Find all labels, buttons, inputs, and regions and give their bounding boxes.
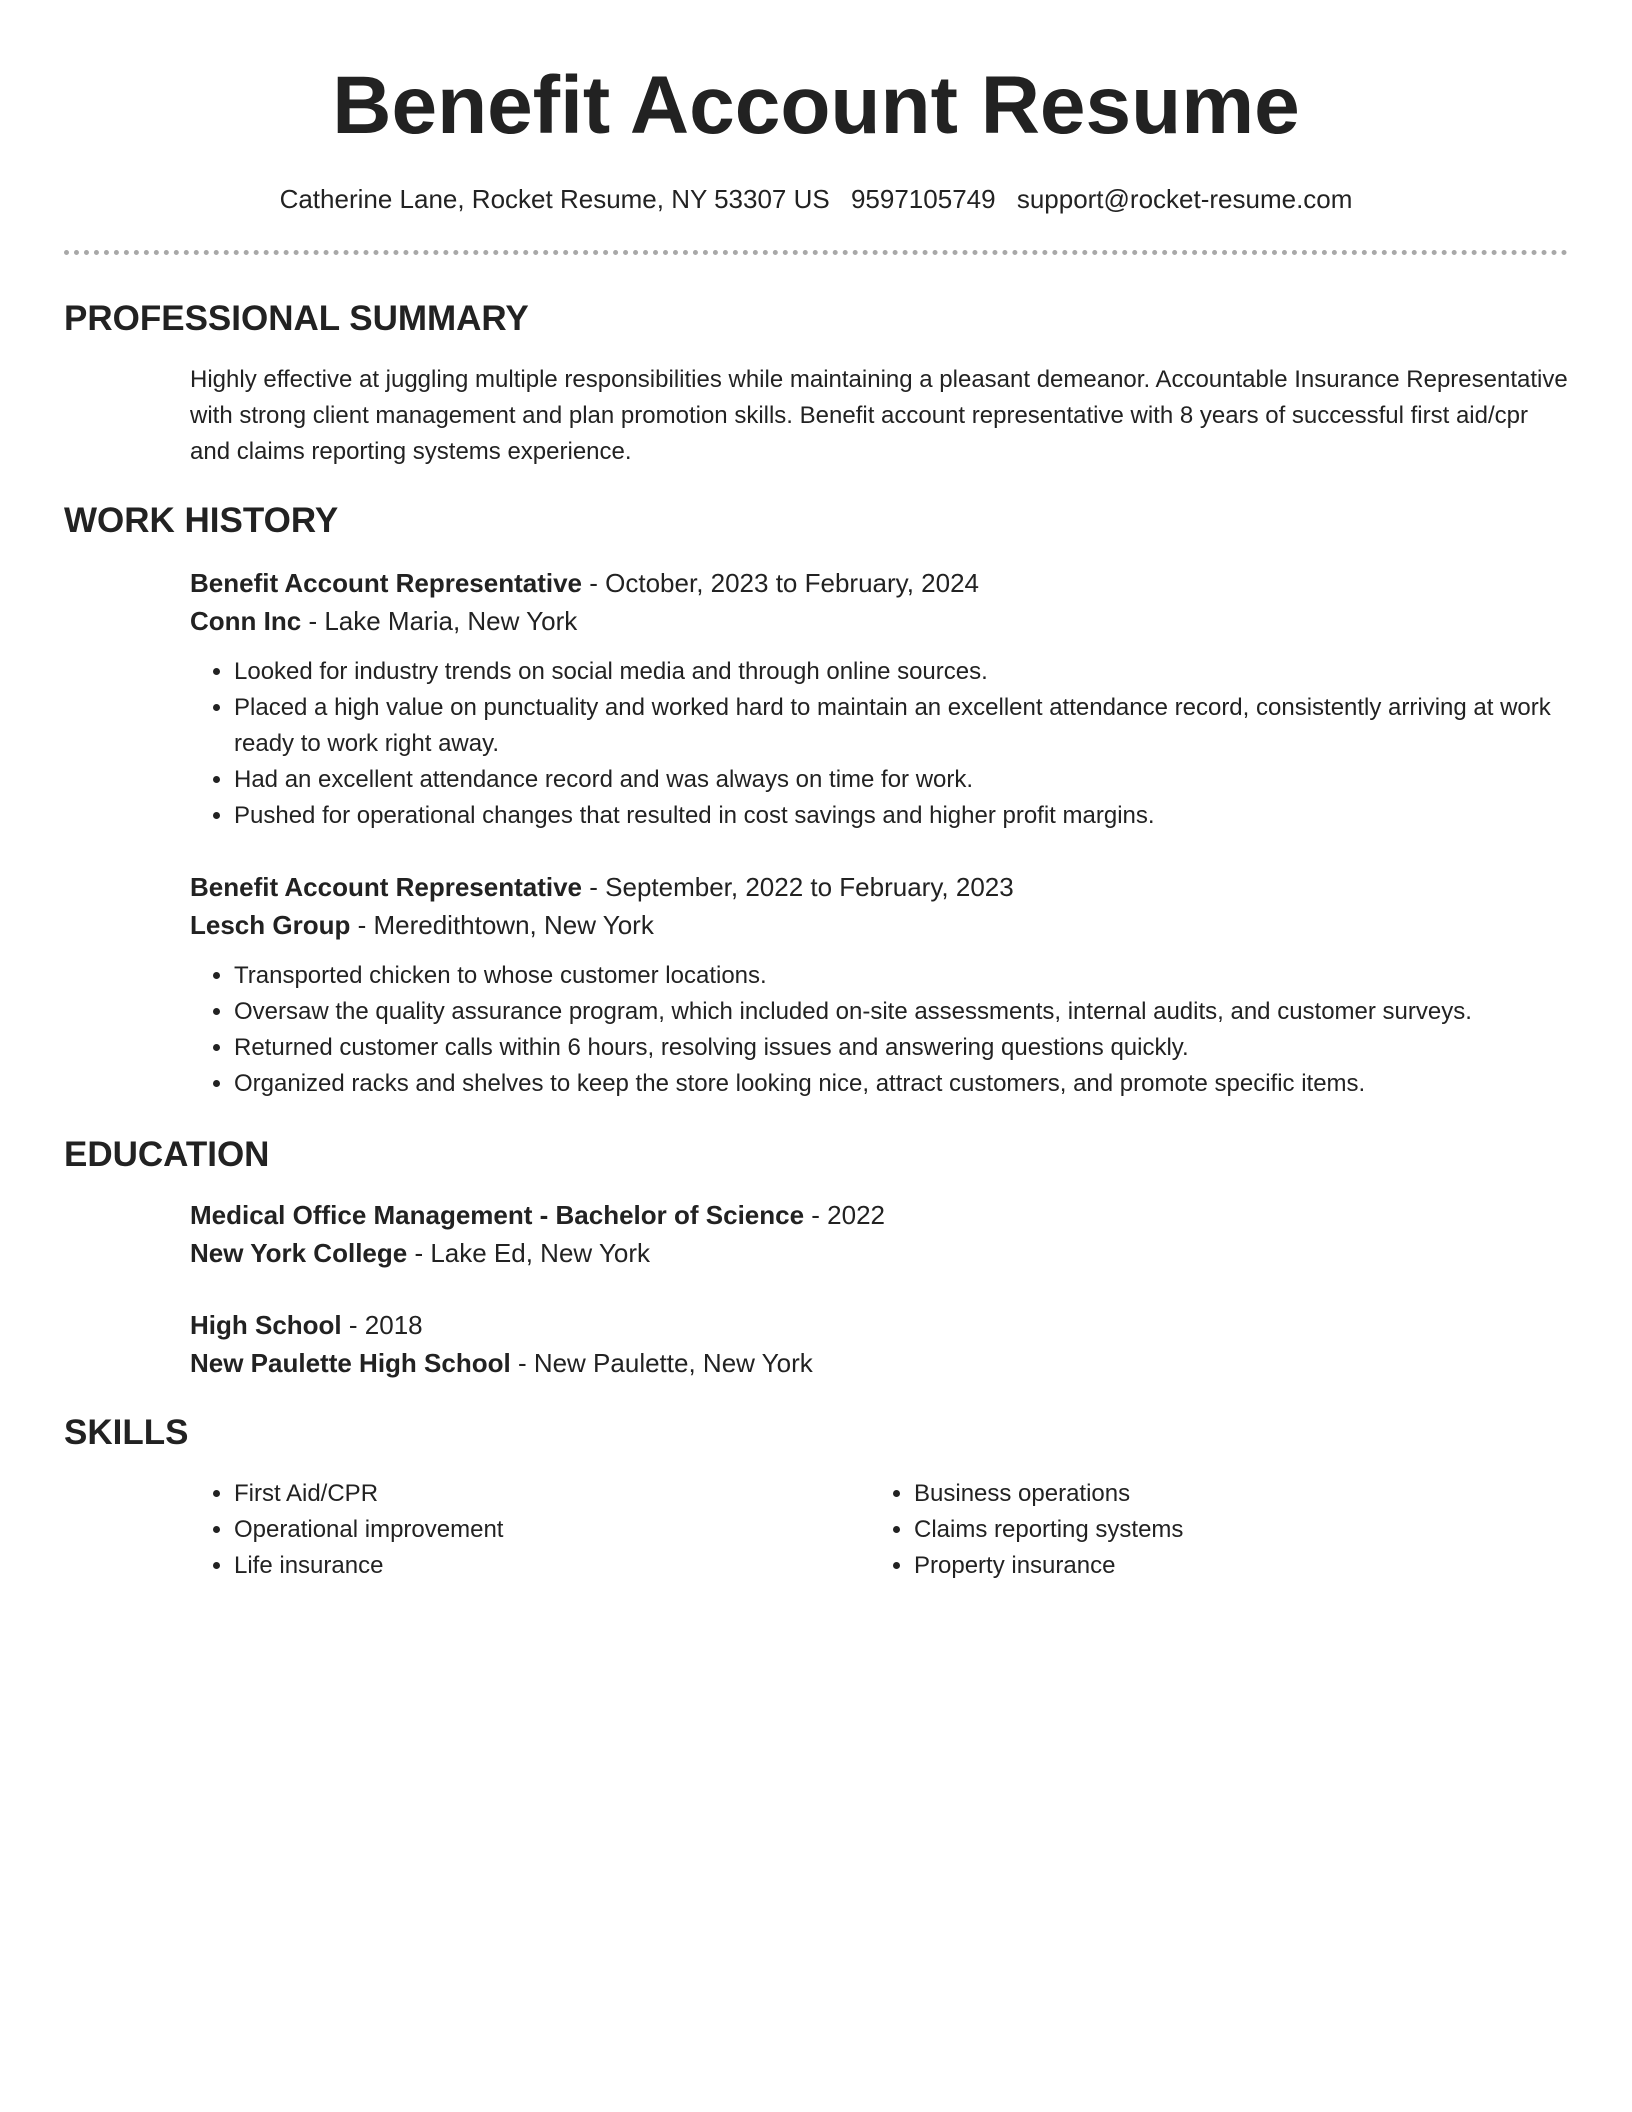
job-location: - Meredithtown, New York [350, 910, 654, 940]
job-bullet: • Transported chicken to whose customer locations. [234, 958, 1568, 994]
education-entry [190, 1196, 1568, 1272]
skill-item: • First Aid/CPR [234, 1476, 870, 1512]
job-bullet: • Pushed for operational changes that resulted in cost savings and higher profit margins. [234, 798, 1568, 834]
job-company: Conn Inc [190, 606, 302, 636]
job-bullet: • Placed a high value on punctuality and worked hard to maintain an excellent attendance record, consistently arriving at work ready to work right away. [234, 690, 1568, 762]
section-title-skills: SKILLS [64, 1413, 189, 1452]
job-dates: - October, 2023 to February, 2024 [582, 568, 980, 598]
summary-block [190, 362, 1568, 470]
education-degree-line [190, 1196, 1568, 1234]
job-bullet: • Returned customer calls within 6 hours, resolving issues and answering questions quickly. [234, 1030, 1568, 1066]
resume-title: Benefit Account Resume [332, 60, 1300, 151]
job-bullets [190, 654, 1568, 834]
education-degree: High School [190, 1310, 342, 1340]
job-location: - Lake Maria, New York [301, 606, 578, 636]
job-company-line [190, 602, 1568, 640]
education-degree: Medical Office Management - Bachelor of Science [190, 1200, 805, 1230]
section-title-summary: PROFESSIONAL SUMMARY [64, 299, 529, 338]
education-location: - New Paulette, New York [510, 1348, 813, 1378]
contact-phone: 9597105749 [850, 184, 996, 214]
section-title-education: EDUCATION [64, 1135, 270, 1174]
skills-column-left [190, 1476, 870, 1584]
education-location: - Lake Ed, New York [407, 1238, 651, 1268]
skill-item: • Claims reporting systems [914, 1512, 1550, 1548]
education-year: - 2018 [341, 1310, 423, 1340]
contact-line [0, 182, 1632, 216]
education-school: New York College [190, 1238, 408, 1268]
section-title-work: WORK HISTORY [64, 501, 339, 540]
job-title: Benefit Account Representative [190, 872, 583, 902]
job-bullet: • Had an excellent attendance record and was always on time for work. [234, 762, 1568, 798]
job-dates: - September, 2022 to February, 2023 [582, 872, 1014, 902]
education-school-line [190, 1234, 1568, 1272]
education-year: - 2022 [804, 1200, 886, 1230]
header-divider [64, 250, 1568, 255]
skills-block [190, 1476, 1568, 1584]
skills-list [190, 1476, 870, 1584]
job-entry [190, 564, 1568, 834]
job-title: Benefit Account Representative [190, 568, 583, 598]
job-company: Lesch Group [190, 910, 351, 940]
job-bullet: • Oversaw the quality assurance program, which included on-site assessments, internal audits, and customer surveys. [234, 994, 1568, 1030]
contact-address: Catherine Lane, Rocket Resume, NY 53307 US [279, 184, 830, 214]
education-entry [190, 1306, 1568, 1382]
skills-list [870, 1476, 1550, 1584]
job-title-line [190, 564, 1568, 602]
education-degree-line [190, 1306, 1568, 1344]
job-company-line [190, 906, 1568, 944]
education-school: New Paulette High School [190, 1348, 511, 1378]
education-school-line [190, 1344, 1568, 1382]
job-bullets [190, 958, 1568, 1102]
summary-text: Highly effective at juggling multiple responsibilities while maintaining a pleasant demeanor. Accountable Insurance Representative with strong client management and plan promotion skills. Benefit account representative with 8 years of successful first aid/cpr and claims reporting systems experience. [190, 366, 1568, 465]
skills-grid [190, 1476, 1568, 1584]
skill-item: • Operational improvement [234, 1512, 870, 1548]
skills-column-right [870, 1476, 1550, 1584]
skill-item: • Property insurance [914, 1548, 1550, 1584]
skill-item: • Life insurance [234, 1548, 870, 1584]
job-entry [190, 868, 1568, 1102]
job-bullet: • Organized racks and shelves to keep the store looking nice, attract customers, and promote specific items. [234, 1066, 1568, 1102]
job-bullet: • Looked for industry trends on social media and through online sources. [234, 654, 1568, 690]
skill-item: • Business operations [914, 1476, 1550, 1512]
contact-email: support@rocket-resume.com [1016, 184, 1353, 214]
job-title-line [190, 868, 1568, 906]
